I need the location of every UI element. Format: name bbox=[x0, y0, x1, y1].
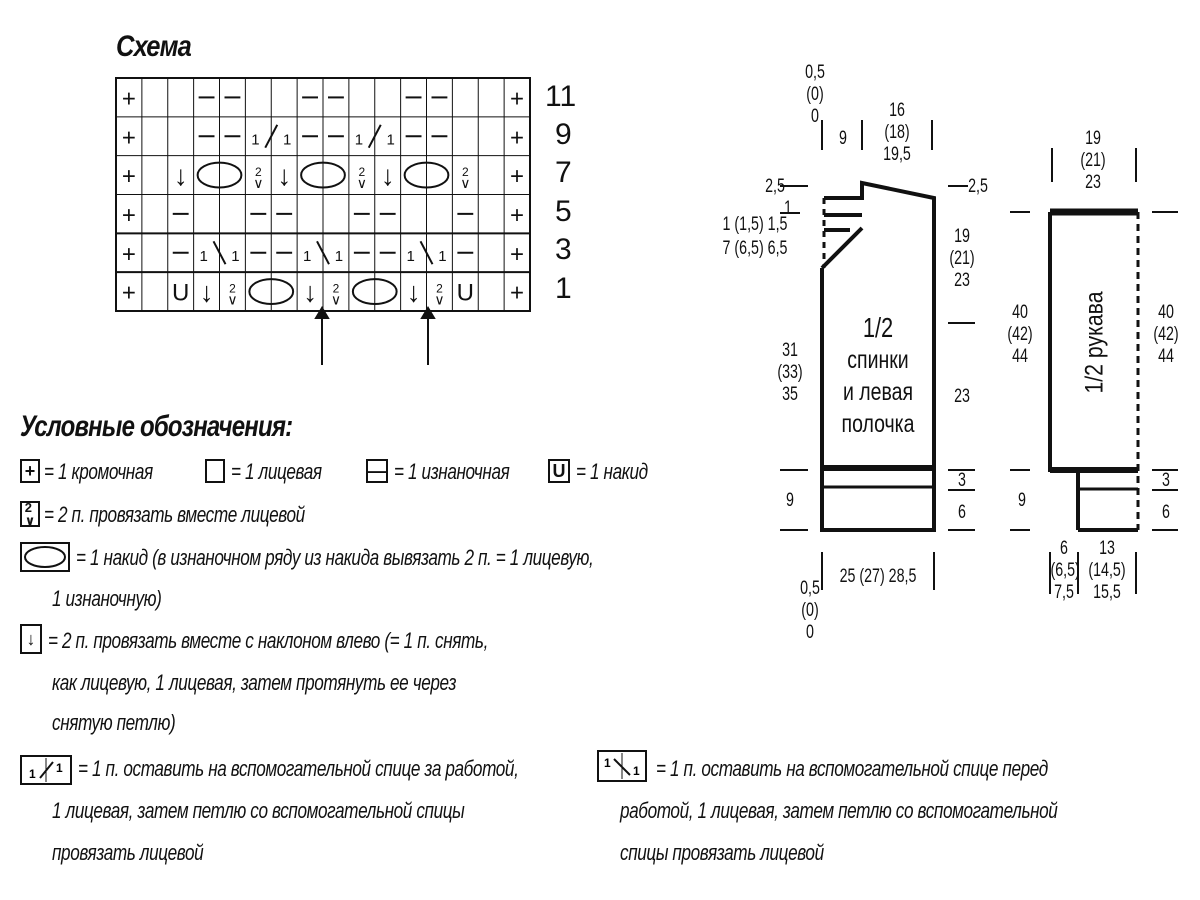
sleeve-dim-rib-left: 9 bbox=[1018, 490, 1026, 511]
sleeve-dim-bottom-b3: 15,5 bbox=[1093, 582, 1121, 603]
edge-stitch-icon bbox=[510, 85, 524, 112]
k2tog-icon bbox=[460, 165, 470, 191]
sleeve-dim-left-3: 44 bbox=[1012, 346, 1028, 367]
dim-armhole-3: 23 bbox=[954, 270, 970, 291]
svg-text:1: 1 bbox=[199, 247, 208, 265]
svg-text:↓: ↓ bbox=[406, 276, 421, 308]
dim-shoulder-3: 19,5 bbox=[883, 144, 911, 165]
sleeve-dim-left-2: (42) bbox=[1007, 324, 1033, 345]
svg-text:1: 1 bbox=[282, 131, 292, 149]
sleeve-dim-bottom-b1: 13 bbox=[1099, 538, 1115, 559]
sleeve-dim-bottom-b bbox=[1088, 538, 1126, 604]
svg-text:U: U bbox=[456, 279, 474, 307]
svg-text:1: 1 bbox=[406, 247, 415, 265]
ssk-icon bbox=[303, 277, 317, 308]
dim-shoulder-2: (18) bbox=[884, 122, 910, 143]
dim-width: 25 (27) 28,5 bbox=[839, 566, 917, 587]
dim-neck-width: 9 bbox=[839, 128, 847, 149]
sleeve-dim-rib-right-6: 6 bbox=[1162, 502, 1170, 523]
svg-text:1: 1 bbox=[604, 756, 611, 770]
legend-ssk-1: = 2 п. провязать вместе с наклоном влево (= 1 п. снять, bbox=[48, 628, 488, 653]
knitting-chart-grid bbox=[116, 78, 530, 311]
legend-edge: = 1 кромочная bbox=[44, 459, 153, 484]
dim-bottom-3: 0 bbox=[806, 622, 814, 643]
dim-top-left-3: 0 bbox=[811, 106, 819, 127]
row-number-5: 5 bbox=[555, 195, 572, 228]
ssk-icon bbox=[381, 160, 395, 191]
row-number-9: 9 bbox=[555, 118, 572, 151]
legend-ssk-2: как лицевую, 1 лицевая, затем протянуть ее через bbox=[52, 670, 457, 695]
svg-text:∨: ∨ bbox=[227, 291, 238, 308]
yarn-over-icon: U bbox=[548, 459, 570, 483]
svg-text:+: + bbox=[121, 279, 136, 307]
svg-text:2: 2 bbox=[332, 281, 340, 296]
svg-text:2: 2 bbox=[461, 165, 469, 180]
sleeve-dim-top-1: 19 bbox=[1085, 128, 1101, 149]
ssk-icon bbox=[407, 277, 421, 308]
dim-side-1: 31 bbox=[782, 340, 798, 361]
legend-cross-back-1: = 1 п. оставить на вспомогательной спице за работой, bbox=[78, 756, 519, 781]
edge-stitch-icon bbox=[510, 280, 524, 307]
svg-text:1: 1 bbox=[438, 247, 447, 265]
dim-right-25: 2,5 bbox=[968, 176, 988, 197]
legend-k2tog: = 2 п. провязать вместе лицевой bbox=[44, 502, 305, 527]
dim-top-left bbox=[800, 62, 830, 128]
legend-purl: = 1 изнаночная bbox=[394, 459, 510, 484]
k2tog-icon bbox=[331, 282, 341, 308]
sleeve-dim-bottom-a1: 6 bbox=[1060, 538, 1068, 559]
dim-side-3: 35 bbox=[782, 384, 798, 405]
legend-double-yo-2: 1 изнаночную) bbox=[52, 586, 162, 611]
edge-stitch-icon: + bbox=[20, 459, 40, 483]
svg-text:↓: ↓ bbox=[380, 160, 395, 192]
sleeve-dim-right-2: (42) bbox=[1153, 324, 1179, 345]
dim-left-25: 2,5 bbox=[765, 176, 785, 197]
edge-stitch-icon bbox=[122, 280, 136, 307]
sleeve-dim-top-3: 23 bbox=[1085, 172, 1101, 193]
back-piece-label bbox=[839, 312, 917, 440]
svg-text:+: + bbox=[510, 240, 525, 268]
svg-text:U: U bbox=[172, 279, 190, 307]
dim-shoulder bbox=[878, 100, 916, 166]
legend-double-yo-1: = 1 накид (в изнаночном ряду из накида вывязать 2 п. = 1 лицевую, bbox=[76, 545, 594, 570]
sleeve-dim-left-1: 40 bbox=[1012, 302, 1028, 323]
ssk-icon: ↓ bbox=[20, 624, 42, 654]
sleeve-dim-bottom-b2: (14,5) bbox=[1088, 560, 1126, 581]
dim-right-23: 23 bbox=[954, 386, 970, 407]
dim-left-15: 1 (1,5) 1,5 bbox=[722, 214, 788, 235]
edge-stitch-icon bbox=[122, 124, 136, 151]
svg-text:1: 1 bbox=[29, 767, 36, 781]
svg-text:+: + bbox=[510, 85, 525, 113]
sleeve-dim-right bbox=[1150, 302, 1183, 368]
svg-text:+: + bbox=[121, 85, 136, 113]
svg-text:∨: ∨ bbox=[434, 291, 445, 308]
sleeve-dim-right-1: 40 bbox=[1158, 302, 1174, 323]
dim-left-7: 7 (6,5) 6,5 bbox=[722, 238, 788, 259]
yarn-over-icon bbox=[172, 280, 189, 307]
legend-cross-back-2: 1 лицевая, затем петлю со вспомогательной спицы bbox=[52, 798, 465, 823]
dim-armhole-2: (21) bbox=[949, 248, 975, 269]
sleeve-label: 1/2 рукава bbox=[1080, 291, 1109, 394]
back-piece-label-3: и левая bbox=[842, 378, 914, 406]
sleeve-dim-top-2: (21) bbox=[1080, 150, 1106, 171]
purl-stitch-icon: — bbox=[368, 461, 386, 481]
dim-left-1: 1 bbox=[784, 198, 792, 219]
svg-text:∨: ∨ bbox=[460, 175, 471, 192]
knit-stitch-icon bbox=[205, 459, 225, 483]
sleeve-dim-right-3: 44 bbox=[1158, 346, 1174, 367]
svg-text:2: 2 bbox=[229, 281, 236, 296]
legend-knit: = 1 лицевая bbox=[231, 459, 322, 484]
svg-text:+: + bbox=[510, 279, 525, 307]
legend-yarn-over: = 1 накид bbox=[576, 459, 648, 484]
ssk-icon bbox=[277, 160, 291, 191]
svg-text:↓: ↓ bbox=[277, 160, 292, 192]
edge-stitch-icon bbox=[122, 241, 136, 268]
svg-text:1: 1 bbox=[56, 761, 63, 775]
svg-text:1: 1 bbox=[302, 247, 312, 265]
svg-text:∨: ∨ bbox=[356, 175, 367, 192]
edge-stitch-icon bbox=[510, 202, 524, 229]
svg-text:+: + bbox=[510, 124, 525, 152]
svg-text:1: 1 bbox=[251, 131, 260, 149]
k2tog-icon: 2 ∨ bbox=[20, 501, 40, 527]
dim-rib-left: 9 bbox=[786, 490, 794, 511]
edge-stitch-icon bbox=[510, 163, 524, 190]
row-number-7: 7 bbox=[555, 156, 572, 189]
edge-stitch-icon bbox=[122, 163, 136, 190]
legend-ssk-3: снятую петлю) bbox=[52, 710, 176, 735]
dim-rib-right-6: 6 bbox=[958, 502, 966, 523]
ssk-icon bbox=[200, 277, 214, 308]
k2tog-icon bbox=[227, 282, 237, 308]
cross-front-icon bbox=[597, 750, 647, 782]
dim-top-left-2: (0) bbox=[806, 84, 824, 105]
svg-text:+: + bbox=[510, 163, 525, 191]
edge-stitch-icon bbox=[122, 202, 136, 229]
yarn-over-icon bbox=[457, 280, 474, 307]
sleeve-dim-rib-right-3: 3 bbox=[1162, 470, 1170, 491]
svg-text:↓: ↓ bbox=[173, 160, 188, 192]
sleeve-dim-left bbox=[1004, 302, 1037, 368]
dim-bottom-left bbox=[795, 578, 825, 644]
svg-text:∨: ∨ bbox=[253, 175, 264, 192]
edge-stitch-icon bbox=[510, 124, 524, 151]
row-number-11: 11 bbox=[545, 80, 577, 113]
dim-rib-right-3: 3 bbox=[958, 470, 966, 491]
svg-text:+: + bbox=[121, 240, 136, 268]
svg-text:2: 2 bbox=[436, 281, 443, 296]
dim-side-2: (33) bbox=[777, 362, 803, 383]
svg-text:+: + bbox=[121, 124, 136, 152]
scheme-title: Схема bbox=[116, 30, 191, 63]
svg-text:↓: ↓ bbox=[303, 276, 318, 308]
svg-text:1: 1 bbox=[231, 247, 240, 265]
svg-text:∨: ∨ bbox=[330, 291, 342, 308]
dim-side bbox=[774, 340, 807, 406]
k2tog-icon bbox=[253, 165, 263, 191]
svg-text:2: 2 bbox=[358, 165, 366, 180]
svg-text:1: 1 bbox=[354, 131, 364, 149]
svg-text:1: 1 bbox=[633, 764, 640, 778]
k2tog-icon bbox=[357, 165, 367, 191]
legend-cross-front-3: спицы провязать лицевой bbox=[620, 840, 824, 865]
repeat-markers bbox=[316, 308, 434, 365]
double-yarn-over-icon bbox=[20, 542, 70, 572]
ssk-icon bbox=[174, 160, 188, 191]
sleeve-dim-bottom-a2: (6,5) bbox=[1050, 560, 1080, 581]
dim-bottom-2: (0) bbox=[801, 600, 819, 621]
svg-text:+: + bbox=[121, 201, 136, 229]
svg-text:2: 2 bbox=[254, 165, 262, 180]
dim-armhole-1: 19 bbox=[954, 226, 970, 247]
dim-armhole bbox=[946, 226, 979, 292]
svg-text:1: 1 bbox=[386, 131, 395, 149]
row-number-3: 3 bbox=[555, 233, 572, 266]
row-number-1: 1 bbox=[555, 272, 572, 305]
back-piece-label-1: 1/2 bbox=[862, 312, 894, 343]
dim-bottom-1: 0,5 bbox=[800, 578, 820, 599]
svg-text:↓: ↓ bbox=[199, 276, 214, 308]
legend-cross-back-3: провязать лицевой bbox=[52, 840, 204, 865]
back-piece-label-4: полочка bbox=[841, 410, 915, 438]
dim-top-left-1: 0,5 bbox=[805, 62, 825, 83]
back-piece-label-2: спинки bbox=[847, 346, 909, 374]
svg-text:+: + bbox=[121, 163, 136, 191]
sleeve-dim-top bbox=[1076, 128, 1111, 194]
svg-text:+: + bbox=[510, 201, 525, 229]
edge-stitch-icon bbox=[510, 241, 524, 268]
svg-text:1: 1 bbox=[334, 247, 344, 265]
edge-stitch-icon bbox=[122, 85, 136, 112]
legend-cross-front-1: = 1 п. оставить на вспомогательной спице перед bbox=[656, 756, 1048, 781]
k2tog-icon bbox=[434, 282, 444, 308]
sleeve-dim-bottom-a bbox=[1051, 538, 1078, 604]
sleeve-dim-bottom-a3: 7,5 bbox=[1054, 582, 1074, 603]
cross-back-icon bbox=[20, 755, 72, 785]
dim-shoulder-1: 16 bbox=[889, 100, 905, 121]
legend-title: Условные обозначения: bbox=[20, 410, 293, 443]
legend-cross-front-2: работой, 1 лицевая, затем петлю со вспомогательной bbox=[620, 798, 1058, 823]
